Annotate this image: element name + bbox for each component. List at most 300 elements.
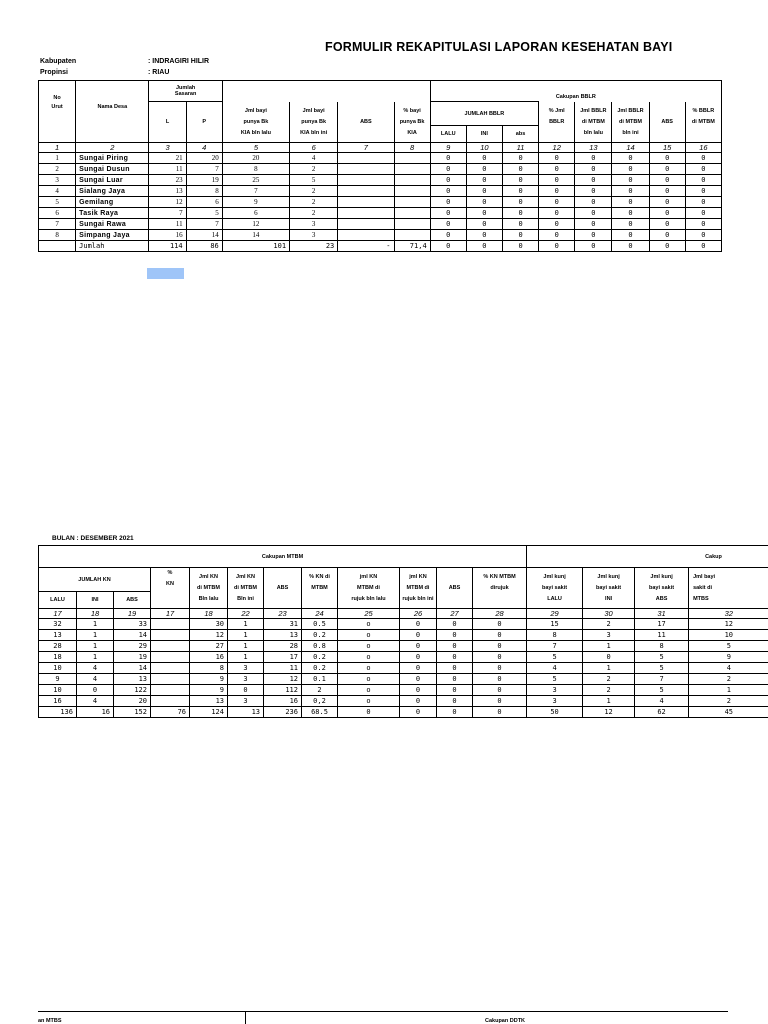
cell-col-9: o — [338, 663, 400, 674]
row-c12: 0 — [539, 164, 575, 175]
row-c15: 0 — [649, 208, 685, 219]
row-c14: 0 — [612, 153, 649, 164]
row-c15: 0 — [649, 219, 685, 230]
hdr-line: LALU — [547, 596, 562, 602]
total-c15: 0 — [649, 241, 685, 252]
row-c13: 0 — [575, 230, 612, 241]
row-c16: 0 — [685, 164, 721, 175]
row-p: 8 — [186, 186, 222, 197]
hdr-line: Jml kunj — [650, 574, 673, 580]
header-jml-kn-rujuk-ini — [400, 568, 437, 609]
cell-col-6: 0 — [228, 685, 264, 696]
hdr-line: Jml kunj — [543, 574, 566, 580]
bulan-label: BULAN : DESEMBER 2021 — [52, 535, 134, 542]
cell-col-14: 0 — [583, 652, 635, 663]
hdr-line: KIA bln ini — [300, 129, 328, 136]
column-number: 26 — [400, 609, 437, 619]
column-number: 15 — [649, 143, 685, 153]
total-col-13: 50 — [527, 707, 583, 718]
cell-col-7: 13 — [264, 630, 302, 641]
hdr-line: Bln ini — [237, 596, 254, 602]
row-c6: 3 — [290, 230, 338, 241]
hdr-line: KN — [166, 581, 174, 587]
row-c5: 9 — [222, 197, 289, 208]
total-c7: - — [338, 241, 394, 252]
row-c16: 0 — [685, 208, 721, 219]
column-number: 19 — [114, 609, 151, 619]
cell-col-16: 2 — [689, 696, 768, 707]
cell-col-8: 0.8 — [302, 641, 338, 652]
row-no: 5 — [39, 197, 76, 208]
hdr-line: MTBM di — [357, 585, 380, 591]
table-row — [39, 164, 722, 175]
cell-col-13: 5 — [527, 652, 583, 663]
header-cakupan-mtbm: Cakupan MTBM — [39, 546, 527, 568]
hdr-line: bayi sakit — [649, 585, 675, 591]
row-nama-desa: Tasik Raya — [76, 208, 149, 219]
hdr-line: punya Bk — [243, 118, 269, 125]
cell-col-11: 0 — [437, 674, 473, 685]
total-col-7: 236 — [264, 707, 302, 718]
row-c15: 0 — [649, 175, 685, 186]
cell-col-3: 33 — [114, 619, 151, 630]
cell-col-13: 7 — [527, 641, 583, 652]
column-number: 7 — [338, 143, 394, 153]
cell-col-8: 0.1 — [302, 674, 338, 685]
row-c7 — [338, 219, 394, 230]
hdr-line: MTBM di — [406, 585, 430, 591]
table-row — [39, 208, 722, 219]
header-kn-abs: ABS — [114, 592, 151, 609]
hdr-line: Jml bayi — [693, 574, 716, 580]
table-row — [39, 674, 768, 685]
hdr-line: Jml KN — [236, 574, 255, 580]
hdr-line: bln ini — [622, 129, 639, 136]
header-ini: INI — [466, 126, 502, 143]
row-no: 4 — [39, 186, 76, 197]
column-number: 27 — [437, 609, 473, 619]
footer-left-label: an MTBS — [38, 1018, 62, 1024]
row-c16: 0 — [685, 197, 721, 208]
header-p: P — [186, 102, 222, 143]
cell-col-15: 4 — [635, 696, 689, 707]
cell-col-7: 12 — [264, 674, 302, 685]
header-pct-kn — [151, 568, 190, 609]
total-l: 114 — [149, 241, 186, 252]
cell-col-1: 9 — [39, 674, 77, 685]
total-c11: 0 — [502, 241, 538, 252]
cell-col-15: 8 — [635, 641, 689, 652]
cell-col-7: 28 — [264, 641, 302, 652]
cell-col-3: 14 — [114, 630, 151, 641]
cell-col-11: 0 — [437, 641, 473, 652]
row-c8 — [394, 164, 430, 175]
hdr-line: Jml bayi — [302, 107, 325, 114]
cell-col-4 — [151, 652, 190, 663]
row-c7 — [338, 230, 394, 241]
row-c9: 0 — [430, 208, 466, 219]
cell-col-12: 0 — [473, 630, 527, 641]
row-c8 — [394, 175, 430, 186]
row-c9: 0 — [430, 186, 466, 197]
rekap-table-bblr — [38, 80, 722, 252]
column-number: 24 — [302, 609, 338, 619]
cell-col-4 — [151, 674, 190, 685]
row-c11: 0 — [502, 164, 538, 175]
cell-col-10: 0 — [400, 663, 437, 674]
cell-col-2: 0 — [77, 685, 114, 696]
cell-col-6: 3 — [228, 663, 264, 674]
hdr-line: di MTBM — [197, 585, 220, 591]
total-col-3: 152 — [114, 707, 151, 718]
column-number: 14 — [612, 143, 649, 153]
cell-col-8: 2 — [302, 685, 338, 696]
header-sasaran: Sasaran — [174, 91, 197, 97]
row-c7 — [338, 153, 394, 164]
table-row — [39, 219, 722, 230]
hdr-line: KIA — [407, 129, 417, 136]
cell-col-6: 1 — [228, 641, 264, 652]
column-number: 16 — [685, 143, 721, 153]
row-c14: 0 — [612, 230, 649, 241]
row-c15: 0 — [649, 153, 685, 164]
column-number: 18 — [190, 609, 228, 619]
cell-col-3: 14 — [114, 663, 151, 674]
cell-col-9: o — [338, 685, 400, 696]
row-c10: 0 — [466, 164, 502, 175]
row-c11: 0 — [502, 230, 538, 241]
cell-col-5: 9 — [190, 685, 228, 696]
hdr-line: bln lalu — [583, 129, 603, 136]
cell-col-16: 4 — [689, 663, 768, 674]
row-c10: 0 — [466, 197, 502, 208]
cell-col-2: 1 — [77, 630, 114, 641]
row-no: 8 — [39, 230, 76, 241]
cell-col-6: 1 — [228, 652, 264, 663]
row-c13: 0 — [575, 164, 612, 175]
header-pct-kn-dirujuk — [473, 568, 527, 609]
cell-col-10: 0 — [400, 619, 437, 630]
total-col-14: 12 — [583, 707, 635, 718]
header-pct-kn-mtbm — [302, 568, 338, 609]
total-col-9: 0 — [338, 707, 400, 718]
row-l: 16 — [149, 230, 186, 241]
row-c13: 0 — [575, 208, 612, 219]
cell-col-6: 3 — [228, 674, 264, 685]
row-c16: 0 — [685, 186, 721, 197]
cell-col-2: 4 — [77, 674, 114, 685]
row-c10: 0 — [466, 186, 502, 197]
row-c15: 0 — [649, 230, 685, 241]
hdr-line: ABS — [655, 596, 668, 602]
cell-col-4 — [151, 685, 190, 696]
table-row — [39, 685, 768, 696]
cell-col-16: 2 — [689, 674, 768, 685]
cell-col-11: 0 — [437, 685, 473, 696]
cell-col-13: 8 — [527, 630, 583, 641]
row-p: 14 — [186, 230, 222, 241]
row-c10: 0 — [466, 208, 502, 219]
row-c10: 0 — [466, 219, 502, 230]
header-nama-desa: Nama Desa — [76, 102, 149, 126]
cell-col-5: 27 — [190, 641, 228, 652]
column-number: 5 — [222, 143, 289, 153]
cell-col-15: 5 — [635, 663, 689, 674]
column-number: 23 — [264, 609, 302, 619]
cell-col-4 — [151, 641, 190, 652]
cell-col-3: 122 — [114, 685, 151, 696]
table-row — [39, 153, 722, 164]
column-number: 13 — [575, 143, 612, 153]
column-number: 29 — [527, 609, 583, 619]
table-row — [39, 630, 768, 641]
total-col-12: 0 — [473, 707, 527, 718]
header-jml-bayi-ini — [290, 102, 338, 143]
cell-col-9: o — [338, 696, 400, 707]
row-c6: 2 — [290, 197, 338, 208]
hdr-line: % bayi — [403, 107, 421, 114]
row-c8 — [394, 197, 430, 208]
cell-col-14: 1 — [583, 696, 635, 707]
table-row — [39, 641, 768, 652]
hdr-line: punya Bk — [399, 118, 425, 125]
header-kunj-abs — [635, 568, 689, 609]
hdr-line: jml KN — [359, 574, 378, 580]
cell-col-16: 10 — [689, 630, 768, 641]
total-c9: 0 — [430, 241, 466, 252]
cell-col-13: 3 — [527, 696, 583, 707]
cell-col-4 — [151, 630, 190, 641]
row-c8 — [394, 186, 430, 197]
row-l: 7 — [149, 208, 186, 219]
row-c14: 0 — [612, 164, 649, 175]
row-c11: 0 — [502, 175, 538, 186]
cell-col-15: 11 — [635, 630, 689, 641]
row-p: 19 — [186, 175, 222, 186]
total-c8: 71,4 — [394, 241, 430, 252]
cell-col-5: 30 — [190, 619, 228, 630]
row-c9: 0 — [430, 175, 466, 186]
cell-col-1: 10 — [39, 663, 77, 674]
total-c16: 0 — [685, 241, 721, 252]
table-row — [39, 619, 768, 630]
column-number-row — [39, 143, 722, 153]
row-nama-desa: Sialang Jaya — [76, 186, 149, 197]
cell-col-15: 5 — [635, 685, 689, 696]
cell-col-3: 20 — [114, 696, 151, 707]
hdr-line: Jml KN — [199, 574, 218, 580]
row-c14: 0 — [612, 186, 649, 197]
header-jumlah-sasaran — [149, 81, 222, 102]
cell-col-5: 16 — [190, 652, 228, 663]
row-no: 3 — [39, 175, 76, 186]
row-no: 1 — [39, 153, 76, 164]
header-jml-bblr-mtbm-ini — [612, 102, 649, 143]
header-urut: Urut — [39, 102, 76, 126]
cell-col-10: 0 — [400, 630, 437, 641]
column-number: 30 — [583, 609, 635, 619]
cell-col-6: 3 — [228, 696, 264, 707]
row-p: 5 — [186, 208, 222, 219]
row-l: 23 — [149, 175, 186, 186]
row-c14: 0 — [612, 197, 649, 208]
hdr-line: % KN di — [309, 574, 330, 580]
header-jml-kn-rujuk-lalu — [338, 568, 400, 609]
row-c6: 2 — [290, 186, 338, 197]
footer-right-label: Cakupan DDTK — [485, 1018, 526, 1024]
kabupaten-label: Kabupaten — [40, 58, 77, 65]
cell-col-14: 2 — [583, 619, 635, 630]
header-pct-bblr-mtbm — [685, 102, 721, 143]
header-bayi-mtbs — [689, 568, 768, 609]
row-c16: 0 — [685, 175, 721, 186]
cell-col-2: 4 — [77, 663, 114, 674]
header-kn-ini: INI — [77, 592, 114, 609]
column-number: 12 — [539, 143, 575, 153]
table-row — [39, 663, 768, 674]
row-p: 6 — [186, 197, 222, 208]
row-c7 — [338, 186, 394, 197]
column-number: 6 — [290, 143, 338, 153]
header-cakup: Cakup — [527, 546, 768, 568]
cell-col-5: 9 — [190, 674, 228, 685]
total-col-15: 62 — [635, 707, 689, 718]
row-c9: 0 — [430, 219, 466, 230]
total-row — [39, 241, 722, 252]
header-kunj-lalu — [527, 568, 583, 609]
header-pct-bayi — [394, 102, 430, 143]
cell-col-10: 0 — [400, 696, 437, 707]
row-c16: 0 — [685, 153, 721, 164]
header-kn-lalu: LALU — [39, 592, 77, 609]
row-c10: 0 — [466, 230, 502, 241]
cell-col-4 — [151, 619, 190, 630]
cell-col-3: 13 — [114, 674, 151, 685]
row-c6: 5 — [290, 175, 338, 186]
cell-col-2: 1 — [77, 619, 114, 630]
row-c8 — [394, 219, 430, 230]
row-c11: 0 — [502, 186, 538, 197]
column-number: 8 — [394, 143, 430, 153]
header-jml-kn-lalu — [190, 568, 228, 609]
column-number-row — [39, 609, 768, 619]
column-number: 9 — [430, 143, 466, 153]
hdr-line: MTBM — [311, 585, 328, 591]
cell-col-13: 4 — [527, 663, 583, 674]
column-number: 11 — [502, 143, 538, 153]
column-number: 25 — [338, 609, 400, 619]
cell-col-12: 0 — [473, 619, 527, 630]
header-jumlah: Jumlah — [175, 85, 196, 91]
row-c5: 14 — [222, 230, 289, 241]
cell-col-16: 5 — [689, 641, 768, 652]
table-row — [39, 186, 722, 197]
hdr-line: % BBLR — [692, 107, 715, 114]
selected-cell[interactable] — [147, 268, 184, 279]
row-c5: 12 — [222, 219, 289, 230]
row-c11: 0 — [502, 153, 538, 164]
cell-col-16: 12 — [689, 619, 768, 630]
cell-col-7: 11 — [264, 663, 302, 674]
row-c12: 0 — [539, 208, 575, 219]
row-c12: 0 — [539, 186, 575, 197]
cell-col-14: 1 — [583, 641, 635, 652]
column-number: 18 — [77, 609, 114, 619]
header-l: L — [149, 102, 186, 143]
hdr-line: % — [167, 570, 173, 576]
total-col-8: 68.5 — [302, 707, 338, 718]
propinsi-value: : RIAU — [148, 69, 170, 76]
row-l: 21 — [149, 153, 186, 164]
cell-col-7: 17 — [264, 652, 302, 663]
cell-col-11: 0 — [437, 663, 473, 674]
total-c5: 101 — [222, 241, 289, 252]
column-number: 32 — [689, 609, 768, 619]
cell-col-14: 2 — [583, 674, 635, 685]
header-kunj-ini — [583, 568, 635, 609]
kabupaten-value: : INDRAGIRI HILIR — [148, 58, 210, 65]
cell-col-1: 28 — [39, 641, 77, 652]
header-cakupan-bblr: Cakupan BBLR — [430, 81, 721, 102]
cell-col-1: 13 — [39, 630, 77, 641]
cell-col-1: 16 — [39, 696, 77, 707]
hdr-line: di MTBM — [619, 118, 642, 125]
header-abs-kn: ABS — [264, 568, 302, 609]
hdr-line: Jml bayi — [244, 107, 267, 114]
cell-col-2: 1 — [77, 652, 114, 663]
propinsi-label: Propinsi — [40, 69, 69, 76]
cell-col-14: 2 — [583, 685, 635, 696]
total-col-11: 0 — [437, 707, 473, 718]
cell-col-9: o — [338, 652, 400, 663]
row-c13: 0 — [575, 197, 612, 208]
cell-col-10: 0 — [400, 685, 437, 696]
cell-col-8: 0,2 — [302, 696, 338, 707]
cell-col-10: 0 — [400, 652, 437, 663]
row-c13: 0 — [575, 175, 612, 186]
column-number: 17 — [151, 609, 190, 619]
cell-col-13: 15 — [527, 619, 583, 630]
form-title: FORMULIR REKAPITULASI LAPORAN KESEHATAN BAYI — [325, 40, 673, 54]
row-l: 13 — [149, 186, 186, 197]
header-abs-rujuk: ABS — [437, 568, 473, 609]
row-c9: 0 — [430, 153, 466, 164]
hdr-line: % Jml — [548, 107, 565, 114]
cell-col-9: o — [338, 619, 400, 630]
table-row — [39, 230, 722, 241]
row-p: 7 — [186, 219, 222, 230]
hdr-line: dirujuk — [490, 585, 509, 591]
row-c8 — [394, 153, 430, 164]
hdr-line: Jml BBLR — [617, 107, 644, 114]
total-col-6: 13 — [228, 707, 264, 718]
row-c7 — [338, 164, 394, 175]
total-col-2: 16 — [77, 707, 114, 718]
hdr-line: punya Bk — [301, 118, 327, 125]
row-c6: 3 — [290, 219, 338, 230]
row-c12: 0 — [539, 197, 575, 208]
cell-col-11: 0 — [437, 619, 473, 630]
total-col-4: 76 — [151, 707, 190, 718]
row-c13: 0 — [575, 186, 612, 197]
column-number: 4 — [186, 143, 222, 153]
cell-col-11: 0 — [437, 696, 473, 707]
cell-col-2: 1 — [77, 641, 114, 652]
cell-col-12: 0 — [473, 663, 527, 674]
cell-col-15: 5 — [635, 652, 689, 663]
cell-col-1: 18 — [39, 652, 77, 663]
row-c15: 0 — [649, 164, 685, 175]
